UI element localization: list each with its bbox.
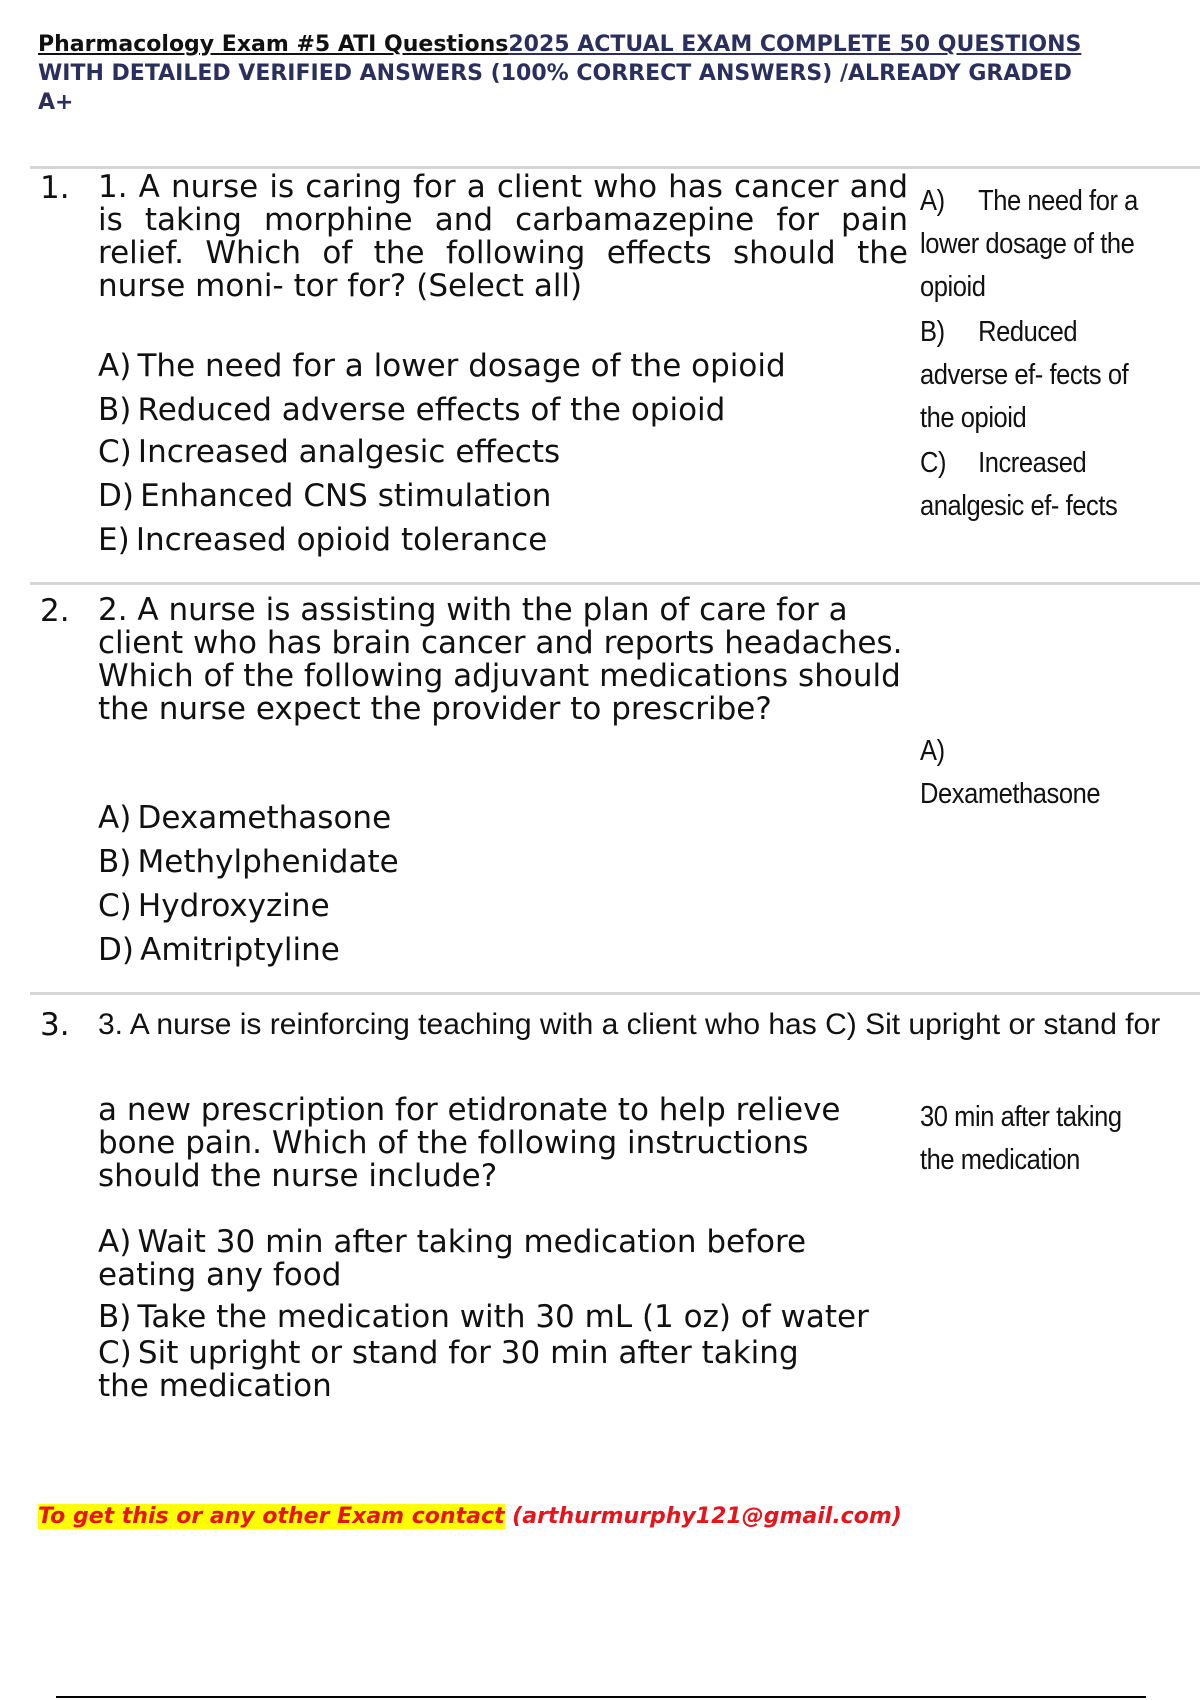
footer-divider [56, 1696, 1146, 1698]
option-list [98, 1226, 898, 1403]
answer-text: Dexamethasone [920, 778, 1101, 810]
option-a: A) Dexamethasone [98, 800, 392, 836]
contact-highlight: To get this or any other Exam contact [38, 1504, 505, 1529]
answer-item [920, 311, 1158, 440]
contact-line [38, 1503, 902, 1531]
title-part-1: Pharmacology Exam #5 ATI Questions [38, 32, 509, 57]
question-number: 1. [40, 170, 70, 206]
option-e: E) Increased opioid tolerance [98, 522, 548, 558]
option-c: C) Increased analgesic effects [98, 434, 561, 470]
answer-text: Reduced adverse ef- fects of the opioid [920, 316, 1129, 434]
option-c: C) Sit upright or stand for 30 min after taking the medication [98, 1335, 799, 1404]
question-text: 1. A nurse is caring for a client who has cancer and is taking morphine and carbamazepine for pain relief. Which of the following effects should the nurse moni- tor for? (Select all) [98, 169, 908, 304]
answer-column [920, 180, 1158, 530]
answer-text: The need for a lower dosage of the opioid [920, 185, 1138, 303]
question-text: a new prescription for etidronate to help relieve bone pain. Which of the following instructions should the nurse include? [98, 1092, 841, 1194]
option-b: B) Reduced adverse effects of the opioid [98, 392, 726, 428]
answer-letter: A) [920, 735, 945, 767]
option-list [98, 802, 898, 967]
question-text: 2. A nurse is assisting with the plan of care for a client who has brain cancer and reports headaches. Which of the following adjuvant medications should the nurse expect the provider to prescribe? [98, 592, 903, 727]
question-number: 3. [40, 1007, 70, 1043]
option-b: B) Take the medication with 30 mL (1 oz) of water [98, 1299, 869, 1335]
question-number: 2. [40, 593, 70, 629]
option-a: A) The need for a lower dosage of the opioid [98, 348, 786, 384]
divider [30, 582, 1200, 585]
answer-letter: B) [920, 316, 945, 348]
answer-column [920, 730, 1158, 818]
answer-item [920, 442, 1158, 528]
title-line-2: WITH DETAILED VERIFIED ANSWERS (100% CORRECT ANSWERS) /ALREADY GRADED [38, 61, 1072, 86]
answer-text: 30 min after taking the medication [920, 1101, 1122, 1176]
option-c: C) Hydroxyzine [98, 888, 330, 924]
answer-letter: C) [920, 447, 947, 479]
question-intro: 3. A nurse is reinforcing teaching with a client who has C) Sit upright or stand for [98, 1008, 1161, 1041]
answer-item [920, 180, 1158, 309]
option-a: A) Wait 30 min after taking medication before eating any food [98, 1224, 807, 1293]
title-line-3: A+ [38, 90, 74, 115]
answer-text: Increased analgesic ef- fects [920, 447, 1118, 522]
option-d: D) Amitriptyline [98, 932, 340, 968]
option-d: D) Enhanced CNS stimulation [98, 478, 552, 514]
answer-column [920, 1096, 1122, 1182]
answer-item [920, 730, 1158, 816]
option-b: B) Methylphenidate [98, 844, 399, 880]
contact-email[interactable]: (arthurmurphy121@gmail.com) [504, 1504, 902, 1529]
divider [30, 992, 1200, 995]
answer-letter: A) [920, 185, 945, 217]
title-part-2: 2025 ACTUAL EXAM COMPLETE 50 QUESTIONS [508, 32, 1082, 57]
document-title [38, 30, 1178, 117]
option-list [98, 350, 898, 557]
